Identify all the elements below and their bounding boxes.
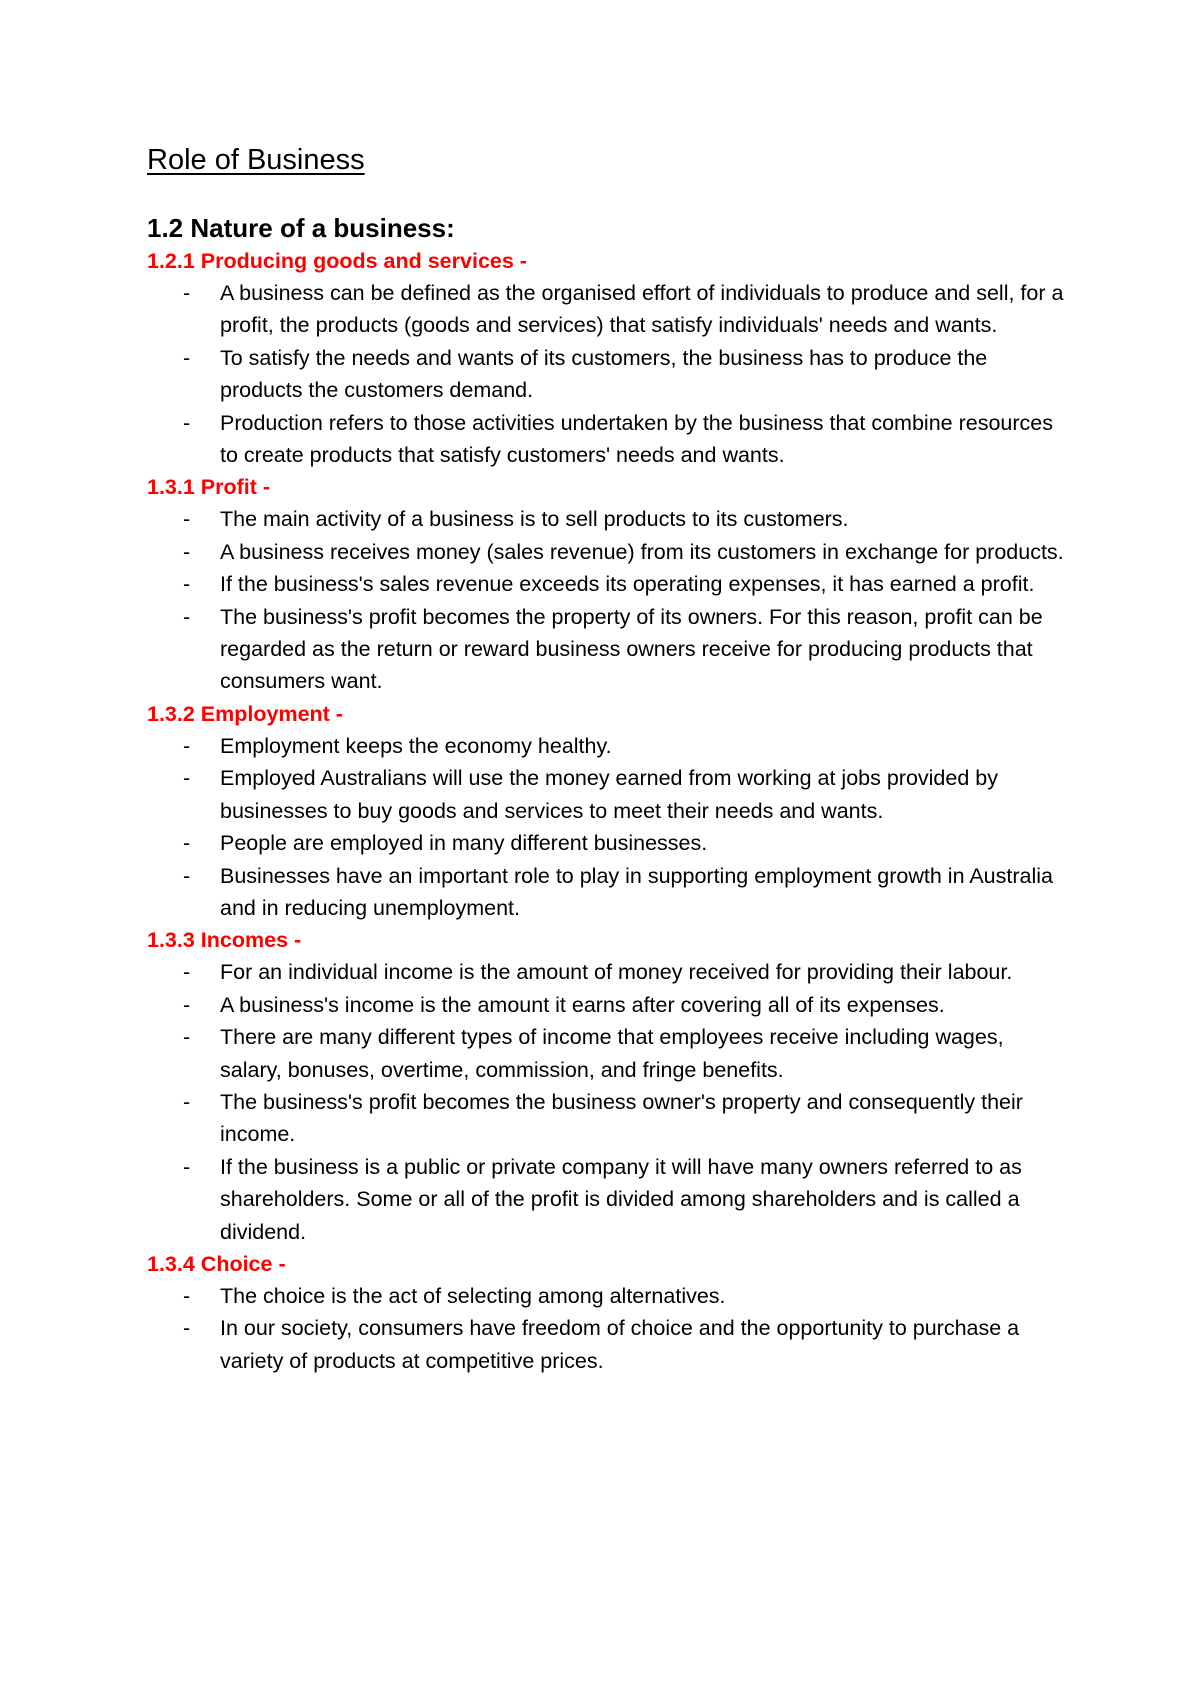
bullet-item: - Employment keeps the economy healthy. <box>147 730 1065 762</box>
bullet-item: - People are employed in many different businesses. <box>147 827 1065 859</box>
section-subtitle: 1.2 Nature of a business: <box>147 213 455 243</box>
bullet-item: - Employed Australians will use the money earned from working at jobs provided by businesses to buy goods and services to meet their needs and wants. <box>147 762 1065 827</box>
sections-container <box>147 245 1067 1377</box>
bullet-item: - The business's profit becomes the property of its owners. For this reason, profit can be regarded as the return or reward business owners receive for producing products that consumers want. <box>147 601 1065 698</box>
bullet-item: - If the business is a public or private company it will have many owners referred to as shareholders. Some or all of the profit is divided among shareholders and is called a dividend. <box>147 1151 1065 1248</box>
bullet-list <box>147 956 1067 1248</box>
bullet-list <box>147 1280 1067 1377</box>
bullet-item: - If the business's sales revenue exceeds its operating expenses, it has earned a profit. <box>147 568 1065 600</box>
bullet-item: - There are many different types of income that employees receive including wages, salary, bonuses, overtime, commission, and fringe benefits. <box>147 1021 1065 1086</box>
bullet-item: - Production refers to those activities undertaken by the business that combine resources to create products that satisfy customers' needs and wants. <box>147 407 1065 472</box>
bullet-item: - The business's profit becomes the business owner's property and consequently their income. <box>147 1086 1065 1151</box>
bullet-item: - Businesses have an important role to play in supporting employment growth in Australia and in reducing unemployment. <box>147 860 1065 925</box>
bullet-item: - For an individual income is the amount of money received for providing their labour. <box>147 956 1065 988</box>
bullet-list <box>147 503 1067 697</box>
bullet-item: - In our society, consumers have freedom of choice and the opportunity to purchase a variety of products at competitive prices. <box>147 1312 1065 1377</box>
bullet-list <box>147 730 1067 924</box>
document-page <box>147 140 1067 1377</box>
section-heading: 1.3.2 Employment - <box>147 701 343 726</box>
bullet-item: - The choice is the act of selecting among alternatives. <box>147 1280 1065 1312</box>
document-title: Role of Business <box>147 144 365 176</box>
section-heading: 1.3.3 Incomes - <box>147 928 302 953</box>
section-heading: 1.2.1 Producing goods and services - <box>147 249 527 273</box>
bullet-item: - A business's income is the amount it earns after covering all of its expenses. <box>147 989 1065 1021</box>
bullet-item: - To satisfy the needs and wants of its customers, the business has to produce the products the customers demand. <box>147 342 1065 407</box>
section-heading: 1.3.1 Profit - <box>147 475 271 500</box>
bullet-item: - The main activity of a business is to sell products to its customers. <box>147 503 1065 535</box>
bullet-list <box>147 277 1067 471</box>
bullet-item: - A business can be defined as the organised effort of individuals to produce and sell, for a profit, the products (goods and services) that satisfy individuals' needs and wants. <box>147 277 1065 342</box>
bullet-item: - A business receives money (sales revenue) from its customers in exchange for products. <box>147 536 1065 568</box>
section-heading: 1.3.4 Choice - <box>147 1251 286 1276</box>
